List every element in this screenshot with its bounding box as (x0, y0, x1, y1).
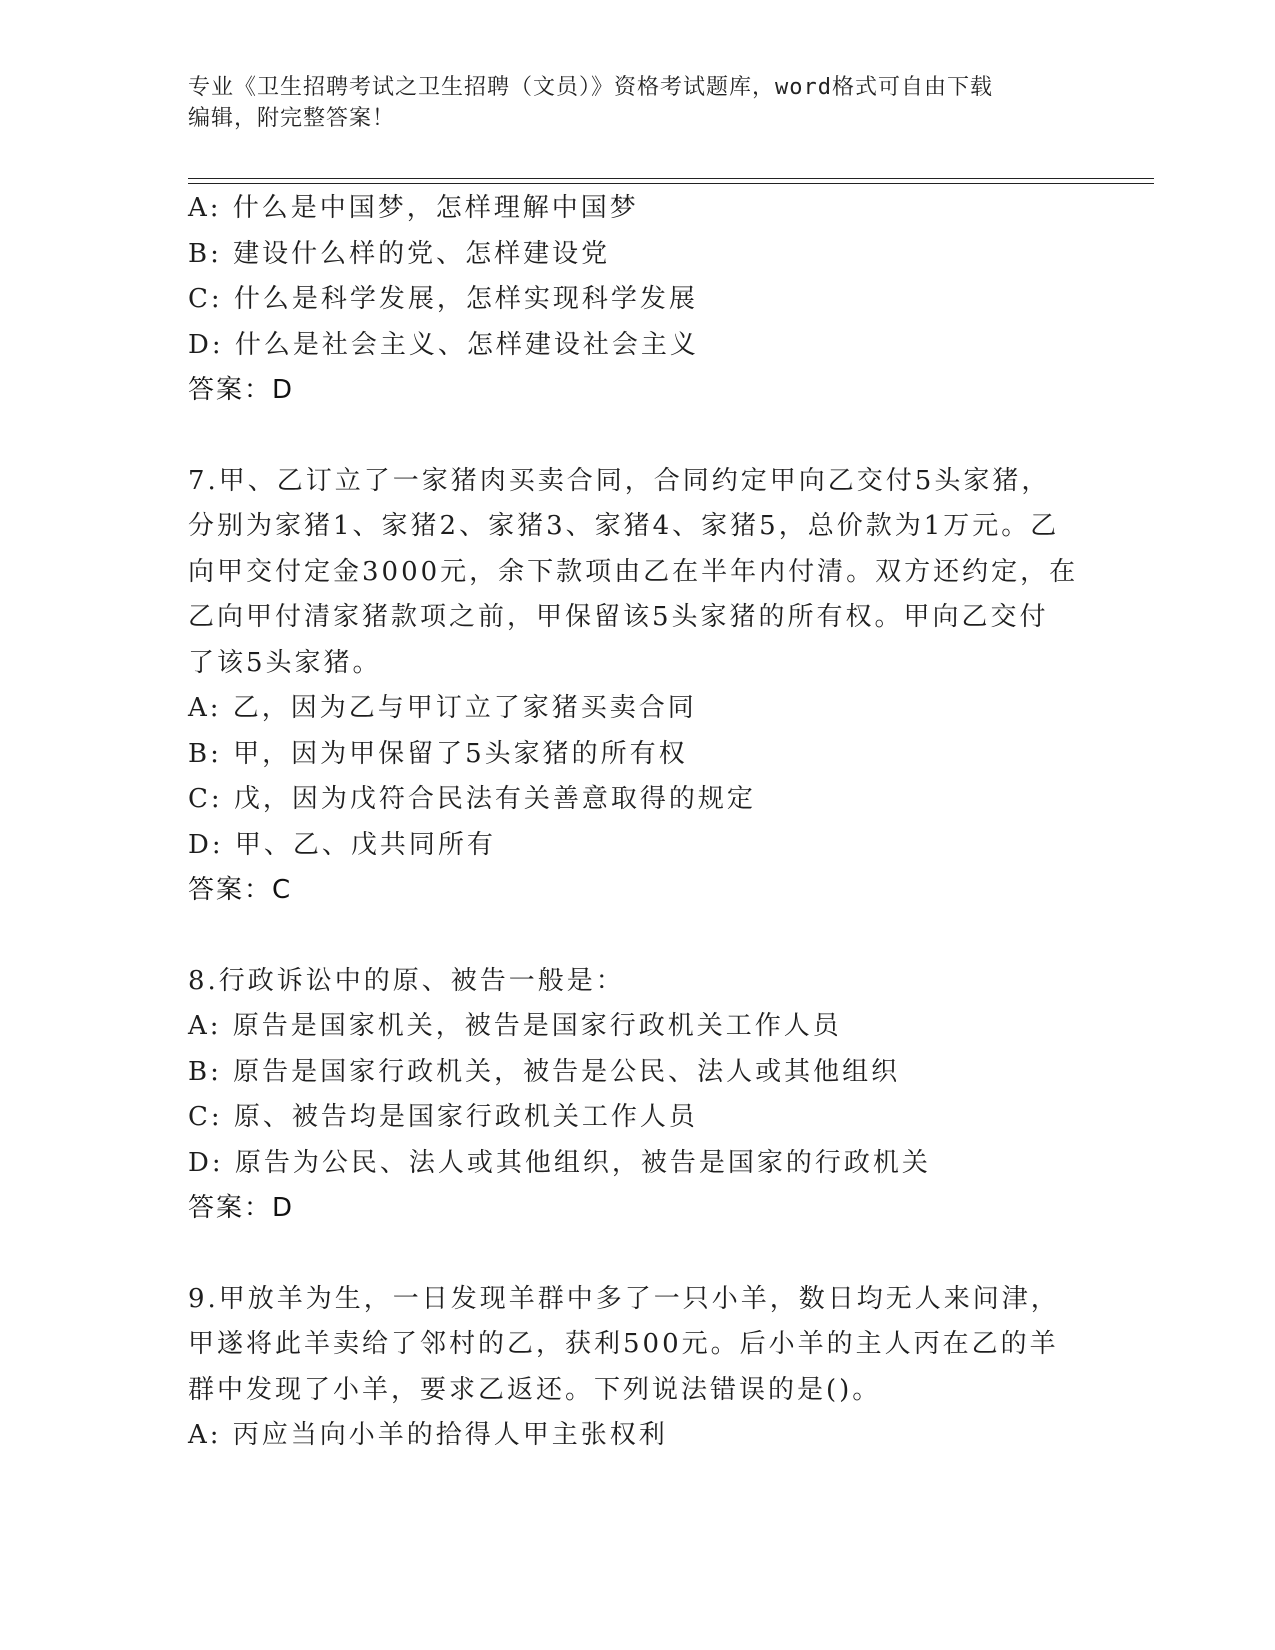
question-stem-line: 向甲交付定金3000元，余下款项由乙在半年内付清。双方还约定，在 (188, 556, 1079, 587)
spacer (188, 914, 1088, 959)
option-b: B: 甲，因为甲保留了5头家猪的所有权 (188, 738, 688, 769)
answer-line: 答案：D (188, 375, 295, 405)
header-line-1: 专业《卫生招聘考试之卫生招聘（文员）》资格考试题库，word格式可自由下载 (188, 75, 993, 100)
spacer (188, 414, 1088, 459)
question-8 (188, 959, 1088, 1232)
question-list (188, 186, 1088, 1459)
option-b: B: 建设什么样的党、怎样建设党 (188, 238, 611, 269)
spacer (188, 1232, 1088, 1277)
document-header (188, 72, 1088, 134)
question-stem-line: 分别为家猪1、家猪2、家猪3、家猪4、家猪5，总价款为1万元。乙 (188, 511, 1060, 541)
question-stem-line: 乙向甲付清家猪款项之前，甲保留该5头家猪的所有权。甲向乙交付 (188, 602, 1049, 632)
header-line-2: 编辑，附完整答案！ (188, 106, 396, 131)
question-stem-line: 8.行政诉讼中的原、被告一般是： (188, 965, 625, 996)
question-6 (188, 186, 1088, 414)
question-stem-line: 了该5头家猪。 (188, 647, 382, 678)
question-stem-line: 甲遂将此羊卖给了邻村的乙，获利500元。后小羊的主人丙在乙的羊 (188, 1329, 1059, 1359)
header-rule-bottom (188, 183, 1154, 184)
question-7 (188, 459, 1088, 914)
option-a: A: 丙应当向小羊的拾得人甲主张权利 (188, 1420, 668, 1450)
header-rule-top (188, 178, 1154, 179)
option-d: D: 原告为公民、法人或其他组织，被告是国家的行政机关 (188, 1147, 931, 1178)
question-stem-line: 群中发现了小羊，要求乙返还。下列说法错误的是()。 (188, 1374, 882, 1405)
option-b: B: 原告是国家行政机关，被告是公民、法人或其他组织 (188, 1056, 901, 1087)
question-stem-line: 9.甲放羊为生，一日发现羊群中多了一只小羊，数日均无人来问津， (188, 1283, 1060, 1314)
option-d: D: 甲、乙、戊共同所有 (188, 829, 496, 860)
answer-line: 答案：C (188, 875, 293, 905)
option-d: D: 什么是社会主义、怎样建设社会主义 (188, 329, 699, 360)
question-9 (188, 1277, 1088, 1459)
answer-line: 答案：D (188, 1193, 295, 1223)
option-a: A: 原告是国家机关，被告是国家行政机关工作人员 (188, 1011, 842, 1041)
option-c: C: 原、被告均是国家行政机关工作人员 (188, 1102, 698, 1132)
question-stem-line: 7.甲、乙订立了一家猪肉买卖合同，合同约定甲向乙交付5头家猪， (188, 465, 1051, 496)
option-c: C: 戊，因为戊符合民法有关善意取得的规定 (188, 784, 756, 814)
option-c: C: 什么是科学发展，怎样实现科学发展 (188, 284, 698, 314)
option-a: A: 乙，因为乙与甲订立了家猪买卖合同 (188, 693, 697, 723)
option-a: A: 什么是中国梦，怎样理解中国梦 (188, 193, 639, 223)
